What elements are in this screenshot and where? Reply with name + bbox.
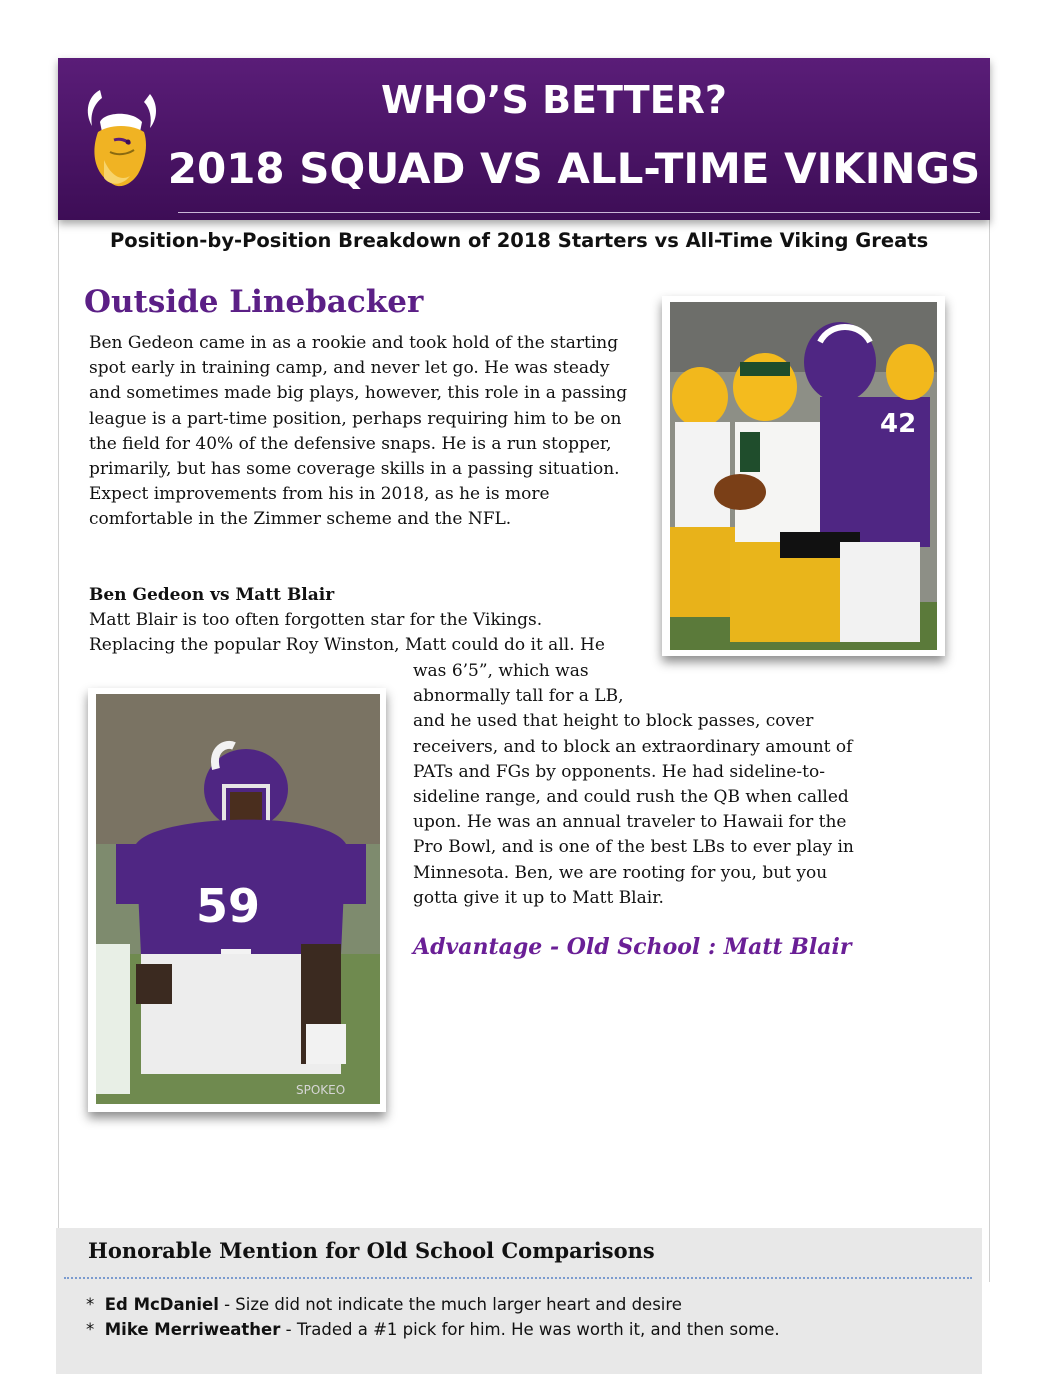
section-title: Outside Linebacker [84,284,424,320]
player-name: Mike Merriweather [104,1320,281,1339]
text-line: abnormally tall for a LB, [413,686,624,707]
honorable-mention-list [86,1292,780,1342]
bullet: * [86,1320,95,1339]
text-line: Pro Bowl, and is one of the best LBs to ever play in [413,837,854,858]
text-line: receivers, and to block an extraordinary amount of [413,736,853,757]
honorable-mention-title: Honorable Mention for Old School Comparisons [88,1238,655,1263]
text-line: PATs and FGs by opponents. He had sideline-to- [413,761,825,782]
text-line: gotta give it up to Matt Blair. [413,887,664,908]
honorable-mention-box [56,1228,982,1374]
comparison-paragraph-top [89,608,649,658]
bullet: * [86,1295,95,1314]
blair-photo-illustration [96,694,380,1104]
comparison-paragraph-wrap [413,659,893,911]
player-note: - Traded a #1 pick for him. He was worth it, and then some. [280,1320,780,1339]
text-line: Replacing the popular Roy Winston, Matt could do it all. He [89,635,605,656]
comparison-subhead: Ben Gedeon vs Matt Blair [89,585,335,605]
advantage-verdict: Advantage - Old School : Matt Blair [413,934,852,960]
player-name: Ed McDaniel [104,1295,219,1314]
page-subtitle: Position-by-Position Breakdown of 2018 Starters vs All-Time Viking Greats [110,229,929,252]
jersey-number-59: 59 [196,879,261,933]
photo-matt-blair [88,688,386,1112]
banner-divider [178,212,980,213]
list-item [86,1317,780,1342]
text-line: Minnesota. Ben, we are rooting for you, but you [413,862,828,883]
intro-paragraph: Ben Gedeon came in as a rookie and took hold of the starting spot early in training camp, and never let go. He was steady and sometimes made big plays, however, this role in a passing league is a part-time position, perhaps requiring him to be on the field for 40% of the defensive snaps. He is a run stopper, primarily, but has some coverage skills in a passing situation. Expect improvements from his in 2018, as he is more comfortable in the Zimmer scheme and the NFL. [89,333,628,530]
photo-gedeon-tackle [662,296,945,656]
header-banner [58,58,990,220]
text-line: upon. He was an annual traveler to Hawaii for the [413,812,847,833]
list-item [86,1292,780,1317]
dotted-divider [64,1277,972,1279]
photo-watermark: SPOKEO [296,1083,346,1097]
banner-title-line1: WHO’S BETTER? [381,78,727,122]
text-line: sideline range, and could rush the QB when called [413,787,849,808]
text-line: Matt Blair is too often forgotten star for the Vikings. [89,610,543,630]
jersey-number-42: 42 [880,409,917,439]
text-line: was 6’5”, which was [413,661,589,681]
banner-title-line2: 2018 SQUAD VS ALL-TIME VIKINGS [167,144,981,193]
tackle-photo-illustration [670,302,937,650]
text-line: and he used that height to block passes, cover [413,711,814,732]
player-note: - Size did not indicate the much larger heart and desire [218,1295,682,1314]
